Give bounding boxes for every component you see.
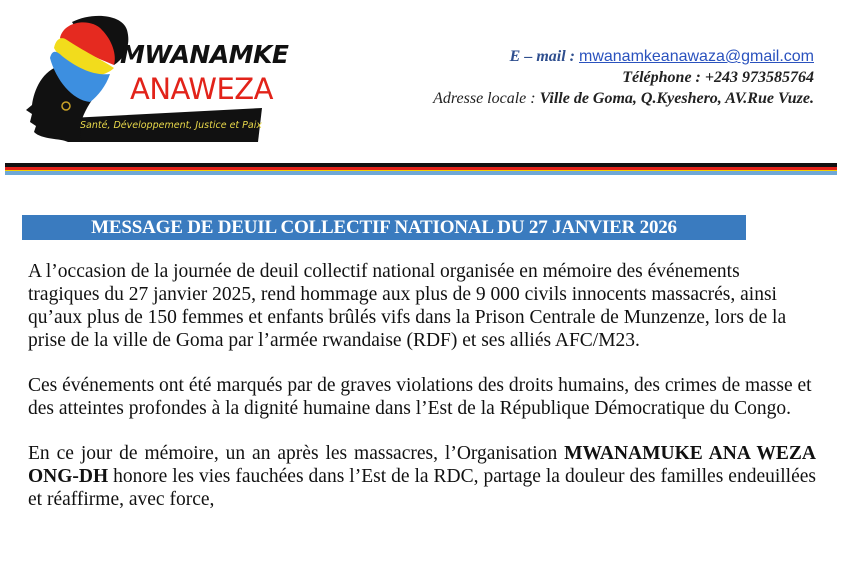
paragraph-3-end: honore les vies fauchées dans l’Est de la RDC, partage la douleur des familles endeuillées et réaffirme, avec force, bbox=[28, 466, 816, 510]
email-link[interactable]: mwanamkeanawaza@gmail.com bbox=[579, 48, 814, 65]
contact-info bbox=[433, 46, 814, 109]
header-divider bbox=[5, 163, 837, 175]
logo-line1: MWANAMKE bbox=[120, 40, 289, 69]
organization-logo bbox=[22, 10, 289, 145]
phone-label: Téléphone : bbox=[622, 69, 701, 86]
paragraph-3-start: En ce jour de mémoire, un an après les massacres, l’Organisation bbox=[28, 443, 565, 464]
document-body bbox=[28, 260, 816, 533]
paragraph-1: A l’occasion de la journée de deuil collectif national organisée en mémoire des événements tragiques du 27 janvier 2025, rend hommage aux plus de 9 000 civils innocents massacrés, ainsi qu’aux plus de 150 femmes et enfants brûlés vifs dans la Prison Centrale de Munzenze, lors de la prise de la ville de Goma par l’armée rwandaise (RDF) et ses alliés AFC/M23. bbox=[28, 261, 787, 351]
email-label: E – mail : bbox=[509, 48, 575, 65]
document-title: MESSAGE DE DEUIL COLLECTIF NATIONAL DU 27 JANVIER 2026 bbox=[22, 215, 746, 240]
phone-value: +243 973585764 bbox=[704, 69, 814, 86]
paragraph-2: Ces événements ont été marqués par de graves violations des droits humains, des crimes de masse et des atteintes profondes à la dignité humaine dans l’Est de la République Démocratique du Congo. bbox=[28, 375, 812, 419]
address-label: Adresse locale : bbox=[433, 90, 536, 107]
logo-tagline: Santé, Développement, Justice et Paix bbox=[80, 120, 262, 131]
organization-name: MWANAMUKE ANA WEZA ONG-DH bbox=[28, 443, 816, 487]
logo-line2: ANAWEZA bbox=[130, 72, 273, 106]
address-value: Ville de Goma, Q.Kyeshero, AV.Rue Vuze. bbox=[539, 90, 814, 107]
paragraph-3 bbox=[28, 442, 816, 511]
